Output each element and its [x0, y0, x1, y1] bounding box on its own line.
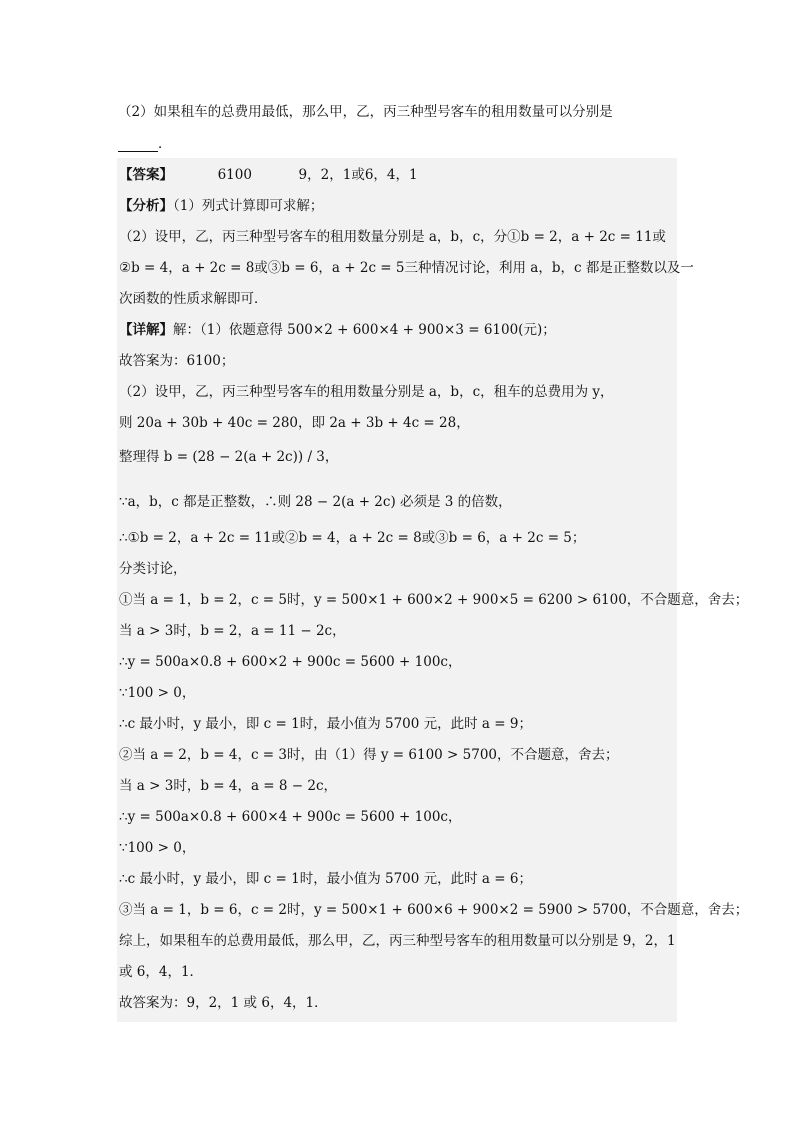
detail-line-20: 综上，如果租车的总费用最低，那么甲，乙，丙三种型号客车的租用数量可以分别是 9，2，1	[119, 933, 676, 949]
answer-value-1: 6100	[217, 167, 252, 183]
answer-line	[119, 164, 418, 186]
blank-period: ．	[158, 136, 172, 152]
detail-line-16: ∴y = 500a×0.8 + 600×4 + 900c = 5600 + 100c，	[119, 809, 462, 825]
detail-line-13: ∴c 最小时，y 最小，即 c = 1时，最小值为 5700 元，此时 a = 9；	[119, 716, 532, 732]
detail-line-8: 分类讨论，	[119, 561, 187, 577]
detail-line-15: 当 a > 3时，b = 4，a = 8 − 2c，	[119, 778, 338, 794]
detail-line-1	[119, 319, 556, 341]
detail-line-12: ∵100 > 0，	[119, 685, 196, 701]
analysis-line-3: ②b = 4，a + 2c = 8或③b = 6，a + 2c = 5三种情况讨论，利用 a，b，c 都是正整数以及一	[119, 260, 694, 276]
detail-line-11: ∴y = 500a×0.8 + 600×2 + 900c = 5600 + 100c，	[119, 654, 462, 670]
detail-line-17: ∵100 > 0，	[119, 840, 196, 856]
solution-panel	[117, 158, 749, 1022]
analysis-line-2: （2）设甲，乙，丙三种型号客车的租用数量分别是 a，b，c，分①b = 2，a + 2c = 11或	[119, 229, 666, 245]
detail-line-5: 整理得 b = (28 − 2(a + 2c)) / 3，	[119, 449, 339, 465]
detail-line-19: ③当 a = 1，b = 6，c = 2时，y = 500×1 + 600×6 + 900×2 = 5900 > 5700，不合题意，舍去；	[119, 902, 749, 918]
detail-line-10: 当 a > 3时，b = 2，a = 11 − 2c，	[119, 623, 346, 639]
detail-line-2: 故答案为：6100；	[119, 353, 235, 369]
detail-line-22: 故答案为：9，2，1 或 6，4，1．	[119, 995, 328, 1011]
detail-line-21: 或 6，4，1．	[119, 964, 204, 980]
blank-underline	[118, 137, 158, 152]
detail-line-9: ①当 a = 1，b = 2，c = 5时，y = 500×1 + 600×2 + 900×5 = 6200 > 6100，不合题意，舍去；	[119, 592, 749, 608]
question-text: （2）如果租车的总费用最低，那么甲，乙，丙三种型号客车的租用数量可以分别是	[118, 104, 613, 120]
detail-line-4: 则 20a + 30b + 40c = 280，即 2a + 3b + 4c = 28，	[119, 415, 470, 431]
detail-text: 解：（1）依题意得 500×2 + 600×4 + 900×3 = 6100(元)；	[173, 322, 556, 338]
detail-line-6: ∵a，b，c 都是正整数，∴则 28 − 2(a + 2c) 必须是 3 的倍数，	[119, 494, 512, 510]
analysis-label: 【分析】	[119, 198, 173, 214]
detail-line-3: （2）设甲，乙，丙三种型号客车的租用数量分别是 a，b，c，租车的总费用为 y，	[119, 384, 614, 400]
answer-blank	[118, 132, 678, 152]
answer-label: 【答案】	[119, 167, 173, 183]
detail-line-14: ②当 a = 2，b = 4，c = 3时，由（1）得 y = 6100 > 5700，不合题意，舍去；	[119, 747, 619, 763]
detail-label: 【详解】	[119, 322, 173, 338]
analysis-text: （1）列式计算即可求解；	[173, 198, 324, 214]
detail-line-7: ∴①b = 2，a + 2c = 11或②b = 4，a + 2c = 8或③b = 6，a + 2c = 5；	[119, 530, 586, 546]
answer-value-2: 9，2，1或6，4，1	[298, 167, 418, 183]
analysis-line-1	[119, 195, 323, 217]
detail-line-18: ∴c 最小时，y 最小，即 c = 1时，最小值为 5700 元，此时 a = 6；	[119, 871, 532, 887]
analysis-line-4: 次函数的性质求解即可．	[119, 291, 268, 307]
